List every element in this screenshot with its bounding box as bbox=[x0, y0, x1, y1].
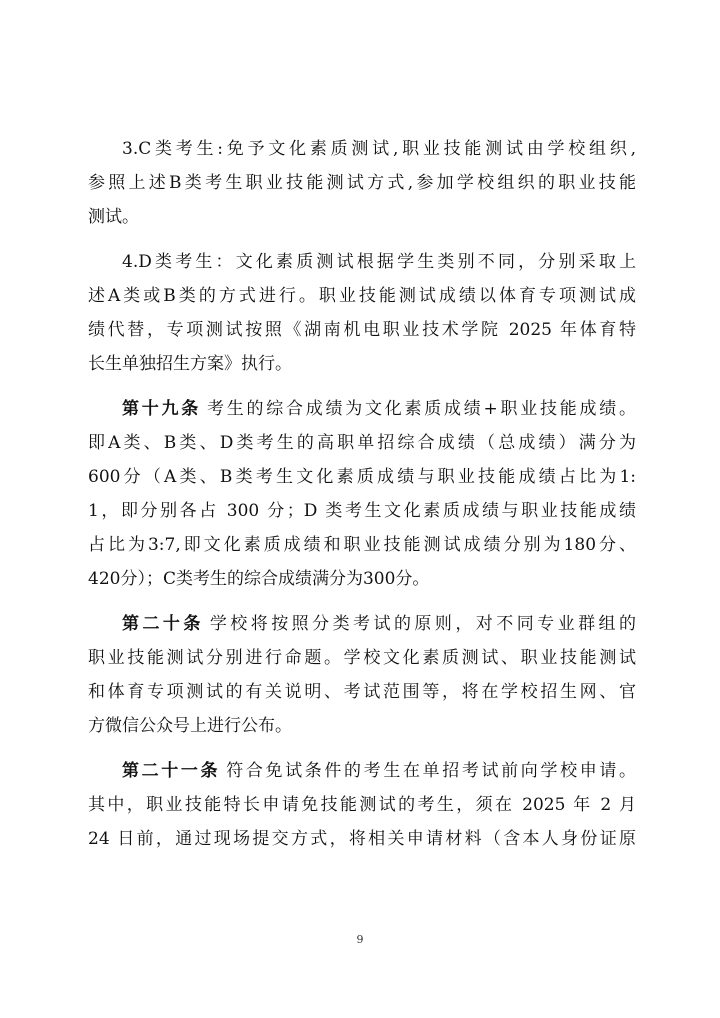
article-text: 考生的综合成绩为文化素质成绩+职业技能成绩。 bbox=[207, 399, 636, 419]
paragraph-d-class bbox=[88, 245, 636, 381]
text-line: 和体育专项测试的有关说明、考试范围等，将在学校招生网、官 bbox=[88, 682, 636, 702]
text-line: 3.C类考生:免予文化素质测试,职业技能测试由学校组织, bbox=[122, 139, 636, 159]
article-21 bbox=[88, 754, 636, 856]
text-line bbox=[88, 392, 636, 426]
text-line: 即A类、B类、D类考生的高职单招综合成绩（总成绩）满分为 bbox=[88, 433, 636, 453]
text-line: 600分（A类、B类考生文化素质成绩与职业技能成绩占比为1: bbox=[88, 467, 636, 487]
document-body bbox=[88, 132, 636, 867]
article-text: 学校将按照分类考试的原则，对不同专业群组的 bbox=[209, 614, 637, 634]
article-20 bbox=[88, 607, 636, 743]
text-line: 职业技能测试分别进行命题。学校文化素质测试、职业技能测试 bbox=[88, 648, 636, 668]
page-number: 9 bbox=[356, 933, 364, 946]
text-line bbox=[88, 754, 636, 788]
text-line: 占比为3:7,即文化素质成绩和职业技能测试成绩分别为180分、 bbox=[88, 535, 636, 555]
text-line: 1，即分别各占 300 分；D 类考生文化素质成绩与职业技能成绩 bbox=[88, 501, 636, 521]
text-line: 24 日前，通过现场提交方式，将相关申请材料（含本人身份证原 bbox=[88, 829, 636, 849]
paragraph-c-class bbox=[88, 132, 636, 234]
text-line: 参照上述B类考生职业技能测试方式,参加学校组织的职业技能 bbox=[88, 173, 636, 193]
text-line: 测试。 bbox=[88, 207, 139, 227]
article-heading: 第二十一条 bbox=[122, 761, 221, 781]
text-line: 420分）；C类考生的综合成绩满分为300分。 bbox=[88, 569, 430, 589]
text-line: 其中，职业技能特长申请免技能测试的考生，须在 2025 年 2 月 bbox=[88, 795, 636, 815]
article-heading: 第二十条 bbox=[122, 614, 204, 634]
article-heading: 第十九条 bbox=[122, 399, 201, 419]
text-line: 绩代替，专项测试按照《湖南机电职业技术学院 2025 年体育特 bbox=[88, 320, 636, 340]
text-line: 方微信公众号上进行公布。 bbox=[88, 716, 292, 736]
text-line: 述A类或B类的方式进行。职业技能测试成绩以体育专项测试成 bbox=[88, 286, 636, 306]
article-19 bbox=[88, 392, 636, 596]
text-line: 4.D类考生：文化素质测试根据学生类别不同，分别采取上 bbox=[122, 252, 636, 272]
article-text: 符合免试条件的考生在单招考试前向学校申请。 bbox=[226, 761, 637, 781]
text-line: 长生单独招生方案》执行。 bbox=[88, 354, 292, 374]
text-line bbox=[88, 607, 636, 641]
